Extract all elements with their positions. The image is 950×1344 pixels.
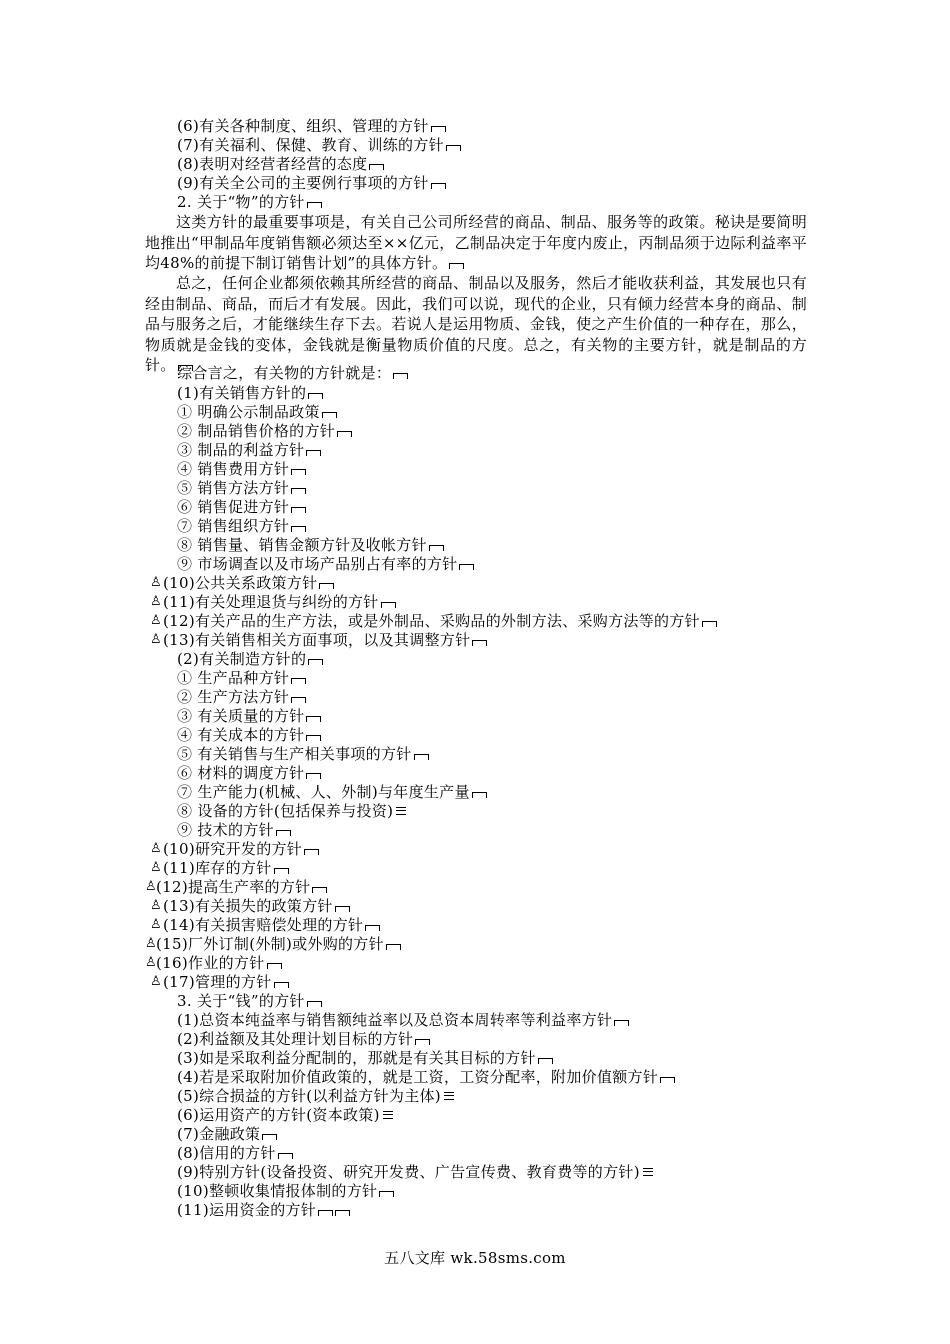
list-item: ③ 有关质量的方针	[177, 707, 321, 726]
list-item: (17)管理的方针	[163, 973, 289, 992]
section-heading: 2. 关于“物”的方针	[177, 193, 322, 212]
list-item: ⑤ 销售方法方针	[177, 479, 306, 498]
list-item: ⑦ 销售组织方针	[177, 517, 306, 536]
list-item: (16)作业的方针	[156, 954, 282, 973]
subsection-heading: (2)有关制造方针的	[177, 650, 323, 669]
list-item: ⑥ 材料的调度方针	[177, 764, 321, 783]
list-item: (13)有关损失的政策方针	[163, 897, 350, 916]
bullet-icon: ♙	[150, 613, 162, 628]
paragraph: 总之，任何企业都须依赖其所经营的商品、制品以及服务，然后才能收获利益，其发展也只有经由制品、商品，而后才有发展。因此，我们可以说，现代的企业，只有倾力经营本身的商品、制品与服务之后，才能继续生存下去。若说人是运用物质、金钱，使之产生价值的一种存在，那么，物质就是金钱的变体，金钱就是衡量物质价值的尺度。总之，有关物的主要方针，就是制品的方针。	[145, 274, 807, 374]
list-item: ⑧ 销售量、销售金额方针及收帐方针	[177, 536, 444, 555]
list-item: ④ 销售费用方针	[177, 460, 306, 479]
list-item: ① 生产品种方针	[177, 669, 306, 688]
list-item: (8)表明对经营者经营的态度	[177, 155, 384, 174]
list-item: ⑤ 有关销售与生产相关事项的方针	[177, 745, 429, 764]
bullet-icon: ♙	[150, 860, 162, 875]
list-item: (14)有关损害赔偿处理的方针	[163, 916, 380, 935]
list-item: ④ 有关成本的方针	[177, 726, 321, 745]
bullet-icon: ♙	[150, 841, 162, 856]
list-item: ⑥ 销售促进方针	[177, 498, 306, 517]
bullet-icon: ♙	[145, 879, 157, 894]
list-item: (2)利益额及其处理计划目标的方针	[177, 1030, 430, 1049]
page-footer: 五八文库 wk.58sms.com	[384, 1249, 566, 1267]
list-item: ② 生产方法方针	[177, 688, 306, 707]
bullet-icon: ♙	[145, 955, 157, 970]
list-item: (15)厂外订制(外制)或外购的方针	[156, 935, 401, 954]
list-item: (13)有关销售相关方面事项，以及其调整方针	[163, 631, 487, 650]
list-item: (9)有关全公司的主要例行事项的方针	[177, 174, 446, 193]
paragraph: 这类方针的最重要事项是，有关自己公司所经营的商品、制品、服务等的政策。秘诀是要简明地推出“甲制品年度销售额必须达至××亿元，乙制品决定于年度内废止，丙制品须于边际利益率平均48%的前提下制订销售计划”的具体方针。	[145, 213, 807, 272]
subsection-heading: (1)有关销售方针的	[177, 384, 323, 403]
list-item: (10)公共关系政策方针	[163, 574, 334, 593]
bullet-icon: ♙	[150, 898, 162, 913]
list-item: (4)若是采取附加价值政策的，就是工资，工资分配率，附加价值额方针	[177, 1068, 675, 1087]
bullet-icon: ♙	[145, 936, 157, 951]
list-item: (6)运用资产的方针(资本政策)	[177, 1106, 393, 1125]
bullet-icon: ♙	[150, 575, 162, 590]
list-item: (10)研究开发的方针	[163, 840, 319, 859]
list-item: ③ 制品的利益方针	[177, 441, 321, 460]
list-item: (7)金融政策	[177, 1125, 277, 1144]
list-item: (11)有关处理退货与纠纷的方针	[163, 593, 396, 612]
list-item: ⑦ 生产能力(机械、人、外制)与年度生产量	[177, 783, 487, 802]
bullet-icon: ♙	[150, 632, 162, 647]
section-heading: 3. 关于“钱”的方针	[177, 992, 322, 1011]
list-item: (5)综合损益的方针(以利益方针为主体)	[177, 1087, 454, 1106]
list-item: ⑨ 市场调查以及市场产品别占有率的方针	[177, 555, 474, 574]
bullet-icon: ♙	[150, 917, 162, 932]
list-item: (12)有关产品的生产方法，或是外制品、采购品的外制方法、采购方法等的方针	[163, 612, 717, 631]
list-item: (8)信用的方针	[177, 1144, 293, 1163]
list-item: (12)提高生产率的方针	[156, 878, 327, 897]
list-item: (7)有关福利、保健、教育、训练的方针	[177, 136, 461, 155]
list-item: (1)总资本纯益率与销售额纯益率以及总资本周转率等利益率方针	[177, 1011, 629, 1030]
list-item: (3)如是采取利益分配制的，那就是有关其目标的方针	[177, 1049, 553, 1068]
summary-line: 综合言之，有关物的方针就是：	[177, 364, 408, 383]
list-item: ⑧ 设备的方针(包括保养与投资)	[177, 802, 406, 821]
list-item: ① 明确公示制品政策	[177, 403, 337, 422]
bullet-icon: ♙	[150, 974, 162, 989]
list-item: (11)运用资金的方针	[177, 1201, 350, 1220]
bullet-icon: ♙	[150, 594, 162, 609]
list-item: (10)整顿收集情报体制的方针	[177, 1182, 394, 1201]
list-item: ⑨ 技术的方针	[177, 821, 291, 840]
list-item: (11)库存的方针	[163, 859, 289, 878]
list-item: (6)有关各种制度、组织、管理的方针	[177, 117, 446, 136]
list-item: ② 制品销售价格的方针	[177, 422, 352, 441]
list-item: (9)特别方针(设备投资、研究开发费、广告宣传费、教育费等的方针)	[177, 1163, 653, 1182]
